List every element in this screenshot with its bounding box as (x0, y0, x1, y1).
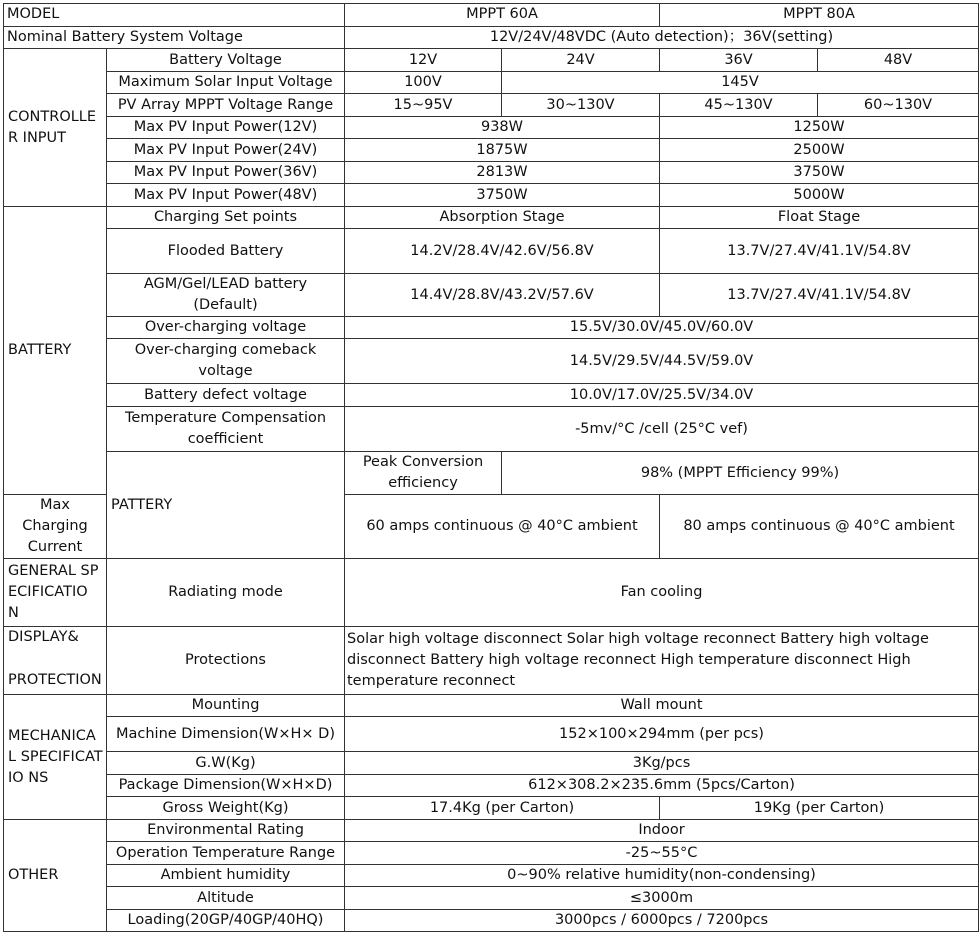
table-row (4, 559, 979, 627)
cell: 10.0V/17.0V/25.5V/34.0V (345, 384, 979, 407)
cell: 0~90% relative humidity(non-condensing) (345, 865, 979, 887)
model-80a: MPPT 80A (660, 4, 979, 27)
cell: 80 amps continuous @ 40°C ambient (660, 495, 979, 559)
table-row (4, 910, 979, 932)
table-row (4, 842, 979, 865)
table-row (4, 274, 979, 317)
table-row (4, 452, 979, 495)
nominal-row (4, 27, 979, 49)
row-label: Peak Conversion efficiency (345, 452, 502, 495)
table-row (4, 752, 979, 775)
cell: Absorption Stage (345, 207, 660, 229)
cell: 152×100×294mm (per pcs) (345, 717, 979, 752)
row-label: Max Charging Current (4, 495, 107, 559)
row-label: Temperature Compensation coefficient (107, 407, 345, 452)
cell: 3750W (345, 184, 660, 207)
cell: 1875W (345, 139, 660, 162)
cell: 36V (660, 49, 818, 72)
row-label: G.W(Kg) (107, 752, 345, 775)
table-row (4, 94, 979, 117)
table-row (4, 139, 979, 162)
group-other: OTHER (4, 820, 107, 932)
table-row (4, 797, 979, 820)
cell: Wall mount (345, 695, 979, 717)
group-display-protection (4, 627, 107, 695)
cell: 60~130V (818, 94, 979, 117)
table-row (4, 627, 979, 695)
row-label: Protections (107, 627, 345, 695)
row-label: Max PV Input Power(36V) (107, 162, 345, 184)
table-row (4, 317, 979, 339)
row-label: Battery defect voltage (107, 384, 345, 407)
row-label: Altitude (107, 887, 345, 910)
cell: 24V (502, 49, 660, 72)
row-label: Radiating mode (107, 559, 345, 627)
table-row (4, 384, 979, 407)
row-label: Battery Voltage (107, 49, 345, 72)
protections-text: Solar high voltage disconnect Solar high voltage reconnect Battery high voltage disconnect Battery high voltage reconnect High temperature disconnect High temperature reconnect (345, 627, 979, 695)
cell: 14.2V/28.4V/42.6V/56.8V (345, 229, 660, 274)
group-line: PROTECTION (8, 672, 102, 689)
cell: 5000W (660, 184, 979, 207)
cell: 17.4Kg (per Carton) (345, 797, 660, 820)
cell: 1250W (660, 117, 979, 139)
table-row (4, 695, 979, 717)
cell: 3000pcs / 6000pcs / 7200pcs (345, 910, 979, 932)
cell: 2813W (345, 162, 660, 184)
row-label: Maximum Solar Input Voltage (107, 72, 345, 94)
row-label: Over-charging voltage (107, 317, 345, 339)
cell: 98% (MPPT Efficiency 99%) (502, 452, 979, 495)
cell: Float Stage (660, 207, 979, 229)
table-row (4, 229, 979, 274)
row-label: Loading(20GP/40GP/40HQ) (107, 910, 345, 932)
cell: -5mv/°C /cell (25°C vef) (345, 407, 979, 452)
group-battery: BATTERY (4, 207, 107, 495)
cell: 12V (345, 49, 502, 72)
cell: 938W (345, 117, 660, 139)
row-label: Charging Set points (107, 207, 345, 229)
group-pattery: PATTERY (107, 452, 345, 559)
cell: 3Kg/pcs (345, 752, 979, 775)
cell: 15~95V (345, 94, 502, 117)
group-mechanical: MECHANICAL SPECIFICATIO NS (4, 695, 107, 820)
row-label: Flooded Battery (107, 229, 345, 274)
header-row (4, 4, 979, 27)
table-row (4, 775, 979, 797)
row-label: Ambient humidity (107, 865, 345, 887)
table-row (4, 407, 979, 452)
row-label: Over-charging comeback voltage (107, 339, 345, 384)
cell: 19Kg (per Carton) (660, 797, 979, 820)
cell: 14.5V/29.5V/44.5V/59.0V (345, 339, 979, 384)
table-row (4, 207, 979, 229)
spec-table (3, 3, 979, 932)
row-label: PV Array MPPT Voltage Range (107, 94, 345, 117)
row-label: Environmental Rating (107, 820, 345, 842)
cell: 60 amps continuous @ 40°C ambient (345, 495, 660, 559)
row-label: Gross Weight(Kg) (107, 797, 345, 820)
cell: 13.7V/27.4V/41.1V/54.8V (660, 274, 979, 317)
cell: 15.5V/30.0V/45.0V/60.0V (345, 317, 979, 339)
row-label: Package Dimension(W×H×D) (107, 775, 345, 797)
spacer (8, 648, 103, 670)
table-row (4, 117, 979, 139)
nominal-value: 12V/24V/48VDC (Auto detection)；36V(setting) (345, 27, 979, 49)
cell: 48V (818, 49, 979, 72)
group-line: DISPLAY& (8, 629, 79, 646)
row-label: Machine Dimension(W×H× D) (107, 717, 345, 752)
cell: ≤3000m (345, 887, 979, 910)
cell: 30~130V (502, 94, 660, 117)
row-label: Max PV Input Power(12V) (107, 117, 345, 139)
cell: 13.7V/27.4V/41.1V/54.8V (660, 229, 979, 274)
group-general: GENERAL SPECIFICATIO N (4, 559, 107, 627)
table-row (4, 339, 979, 384)
table-row (4, 162, 979, 184)
cell: 3750W (660, 162, 979, 184)
row-label: Mounting (107, 695, 345, 717)
cell: Indoor (345, 820, 979, 842)
model-label: MODEL (4, 4, 345, 27)
cell: 100V (345, 72, 502, 94)
row-label: Operation Temperature Range (107, 842, 345, 865)
table-row (4, 865, 979, 887)
cell: Fan cooling (345, 559, 979, 627)
cell: 2500W (660, 139, 979, 162)
table-row (4, 49, 979, 72)
cell: 612×308.2×235.6mm (5pcs/Carton) (345, 775, 979, 797)
table-row (4, 184, 979, 207)
row-label: Max PV Input Power(48V) (107, 184, 345, 207)
table-row (4, 887, 979, 910)
row-label: AGM/Gel/LEAD battery (Default) (107, 274, 345, 317)
cell: 45~130V (660, 94, 818, 117)
cell: 145V (502, 72, 979, 94)
model-60a: MPPT 60A (345, 4, 660, 27)
table-row (4, 717, 979, 752)
table-row (4, 72, 979, 94)
nominal-label: Nominal Battery System Voltage (4, 27, 345, 49)
row-label: Max PV Input Power(24V) (107, 139, 345, 162)
table-row (4, 820, 979, 842)
group-controller-input: CONTROLLE R INPUT (4, 49, 107, 207)
cell: 14.4V/28.8V/43.2V/57.6V (345, 274, 660, 317)
cell: -25~55°C (345, 842, 979, 865)
